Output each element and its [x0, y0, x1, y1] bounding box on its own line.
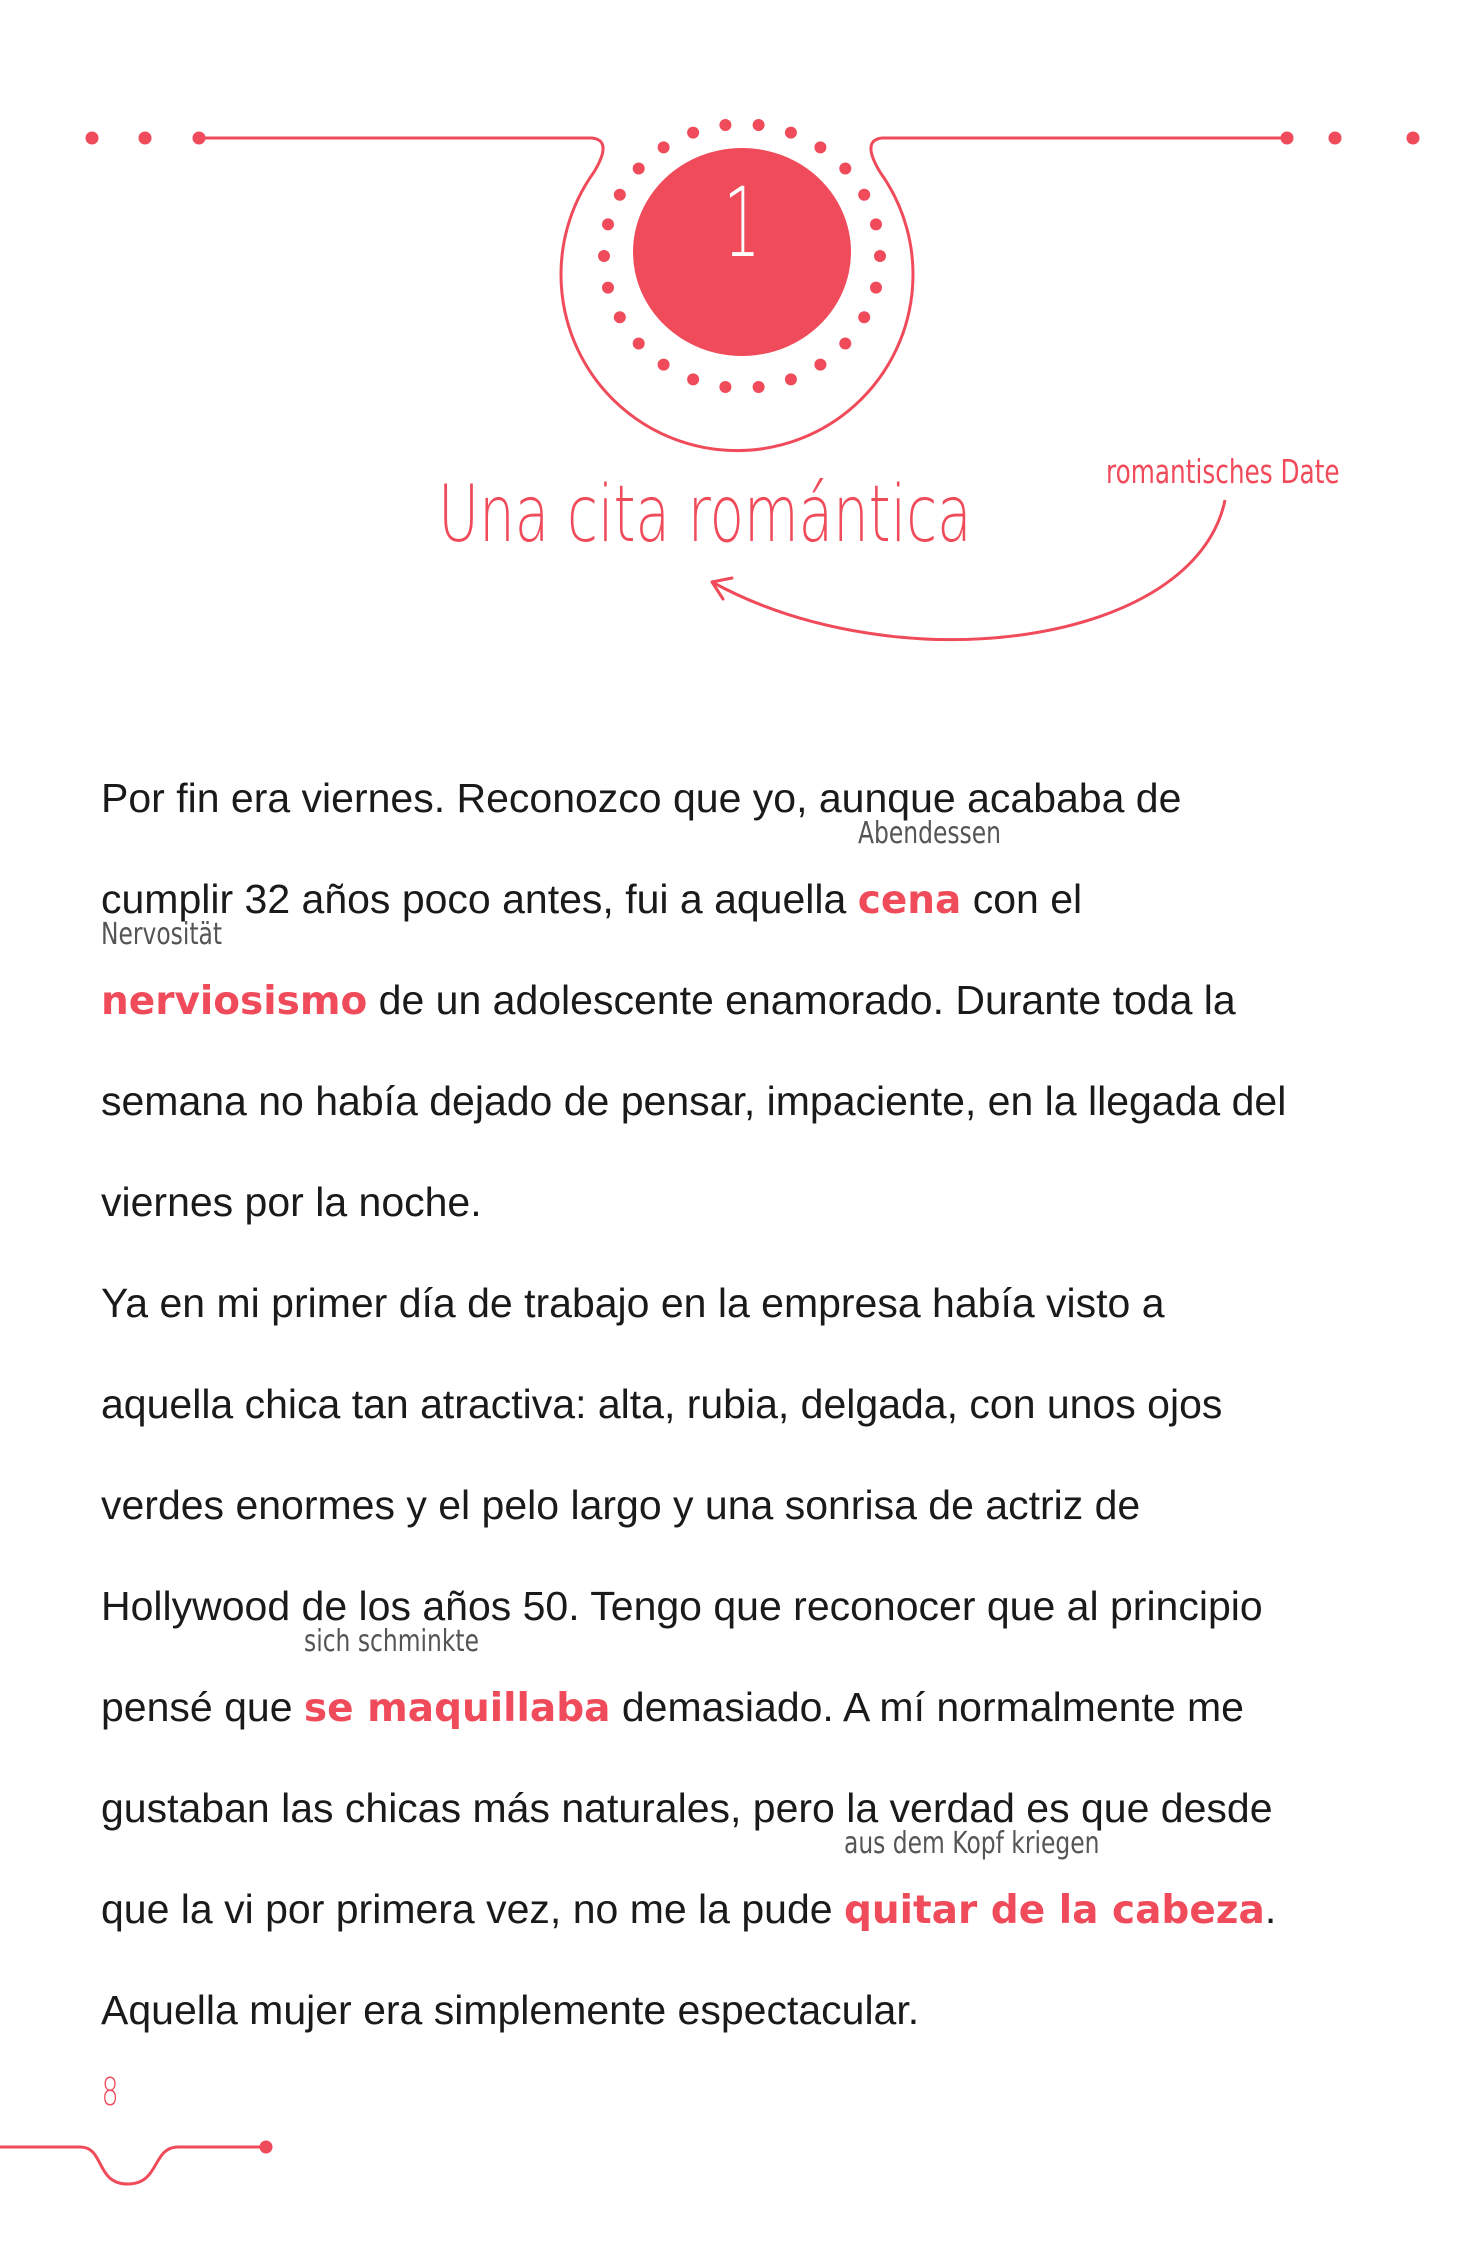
- vocab-term: [857, 816, 1001, 936]
- ring-dot: [785, 373, 797, 385]
- ring-dot: [858, 311, 870, 323]
- ring-dot: [719, 381, 731, 393]
- ring-dot: [870, 282, 882, 294]
- ring-dot: [687, 127, 699, 139]
- ring-dot: [633, 338, 645, 350]
- vocab-translation: aus dem Kopf kriegen: [843, 1826, 1100, 1861]
- text-run: aquella chica tan atractiva: alta, rubia, delgada, con unos ojos: [101, 1381, 1223, 1427]
- vocab-word: quitar de la cabeza: [843, 1888, 1265, 1933]
- story-text: [101, 763, 1401, 2076]
- text-run: viernes por la noche.: [101, 1179, 482, 1225]
- ring-dot: [870, 218, 882, 230]
- page-footer-line: [0, 2147, 265, 2184]
- ring-dot: [614, 311, 626, 323]
- footer-end-dot: [260, 2141, 273, 2154]
- ring-dot: [658, 359, 670, 371]
- text-line: [101, 1167, 1401, 1268]
- vocab-translation: sich schminkte: [303, 1624, 479, 1659]
- text-line: [101, 917, 1401, 1066]
- vocab-translation: Abendessen: [857, 816, 1001, 851]
- text-line: [101, 816, 1401, 965]
- chapter-title: Una cita romántica: [438, 470, 972, 560]
- text-run: Hollywood de los años 50. Tengo que reconocer que al principio: [101, 1583, 1263, 1629]
- ring-dot: [633, 163, 645, 175]
- ring-dot: [814, 359, 826, 371]
- header-right-dots: [1281, 132, 1420, 145]
- text-line: [101, 1268, 1401, 1369]
- text-run: Ya en mi primer día de trabajo en la empresa había visto a: [101, 1280, 1165, 1326]
- vocab-term: [303, 1624, 611, 1744]
- text-line: [101, 763, 1401, 864]
- paragraph: [101, 763, 1401, 1268]
- text-run: semana no había dejado de pensar, impaciente, en la llegada del: [101, 1078, 1287, 1124]
- ring-dot: [719, 119, 731, 131]
- text-line: [101, 1470, 1401, 1571]
- ring-dot: [753, 119, 765, 131]
- text-run: que la vi por primera vez, no me la pude: [101, 1886, 844, 1932]
- text-line: [101, 1571, 1401, 1672]
- text-run: cumplir 32 años poco antes, fui a aquella: [101, 876, 858, 922]
- chapter-number: 1: [723, 167, 761, 279]
- text-run: con el: [961, 876, 1083, 922]
- text-line: [101, 1826, 1401, 1975]
- text-run: verdes enormes y el pelo largo y una sonrisa de actriz de: [101, 1482, 1141, 1528]
- ring-dot: [602, 282, 614, 294]
- text-line: [101, 1773, 1401, 1874]
- text-run: Aquella mujer era simplemente espectacular.: [101, 1987, 920, 2033]
- ring-dot: [839, 338, 851, 350]
- text-line: [101, 1369, 1401, 1470]
- text-run: gustaban las chicas más naturales, pero la verdad es que desde: [101, 1785, 1273, 1831]
- ring-dot: [658, 141, 670, 153]
- vocab-word: cena: [857, 878, 962, 923]
- text-line: [101, 1624, 1401, 1773]
- ring-dot: [687, 373, 699, 385]
- text-run: pensé que: [101, 1684, 304, 1730]
- header-left-dots: [86, 132, 206, 145]
- ring-dot: [598, 250, 610, 262]
- ring-dot: [839, 163, 851, 175]
- text-line: [101, 1066, 1401, 1167]
- vocab-term: [101, 917, 368, 1037]
- text-run: .: [1264, 1886, 1277, 1932]
- text-line: [101, 1975, 1401, 2076]
- vocab-translation: Nervosität: [101, 917, 223, 952]
- ring-dot: [814, 141, 826, 153]
- vocab-term: [843, 1826, 1265, 1946]
- ring-dot: [785, 127, 797, 139]
- ring-dot: [858, 189, 870, 201]
- chapter-title-gloss: romantisches Date: [1106, 452, 1340, 491]
- page-number: 8: [101, 2070, 119, 2114]
- paragraph: [101, 1268, 1401, 2076]
- text-run: de un adolescente enamorado. Durante toda la: [367, 977, 1236, 1023]
- ring-dot: [753, 381, 765, 393]
- vocab-word: nerviosismo: [101, 979, 368, 1024]
- text-run: Por fin era viernes. Reconozco que yo, aunque acababa de: [101, 775, 1182, 821]
- vocab-word: se maquillaba: [303, 1686, 611, 1731]
- ring-dot: [874, 250, 886, 262]
- text-run: demasiado. A mí normalmente me: [610, 1684, 1244, 1730]
- ring-dot: [614, 189, 626, 201]
- ring-dot: [602, 218, 614, 230]
